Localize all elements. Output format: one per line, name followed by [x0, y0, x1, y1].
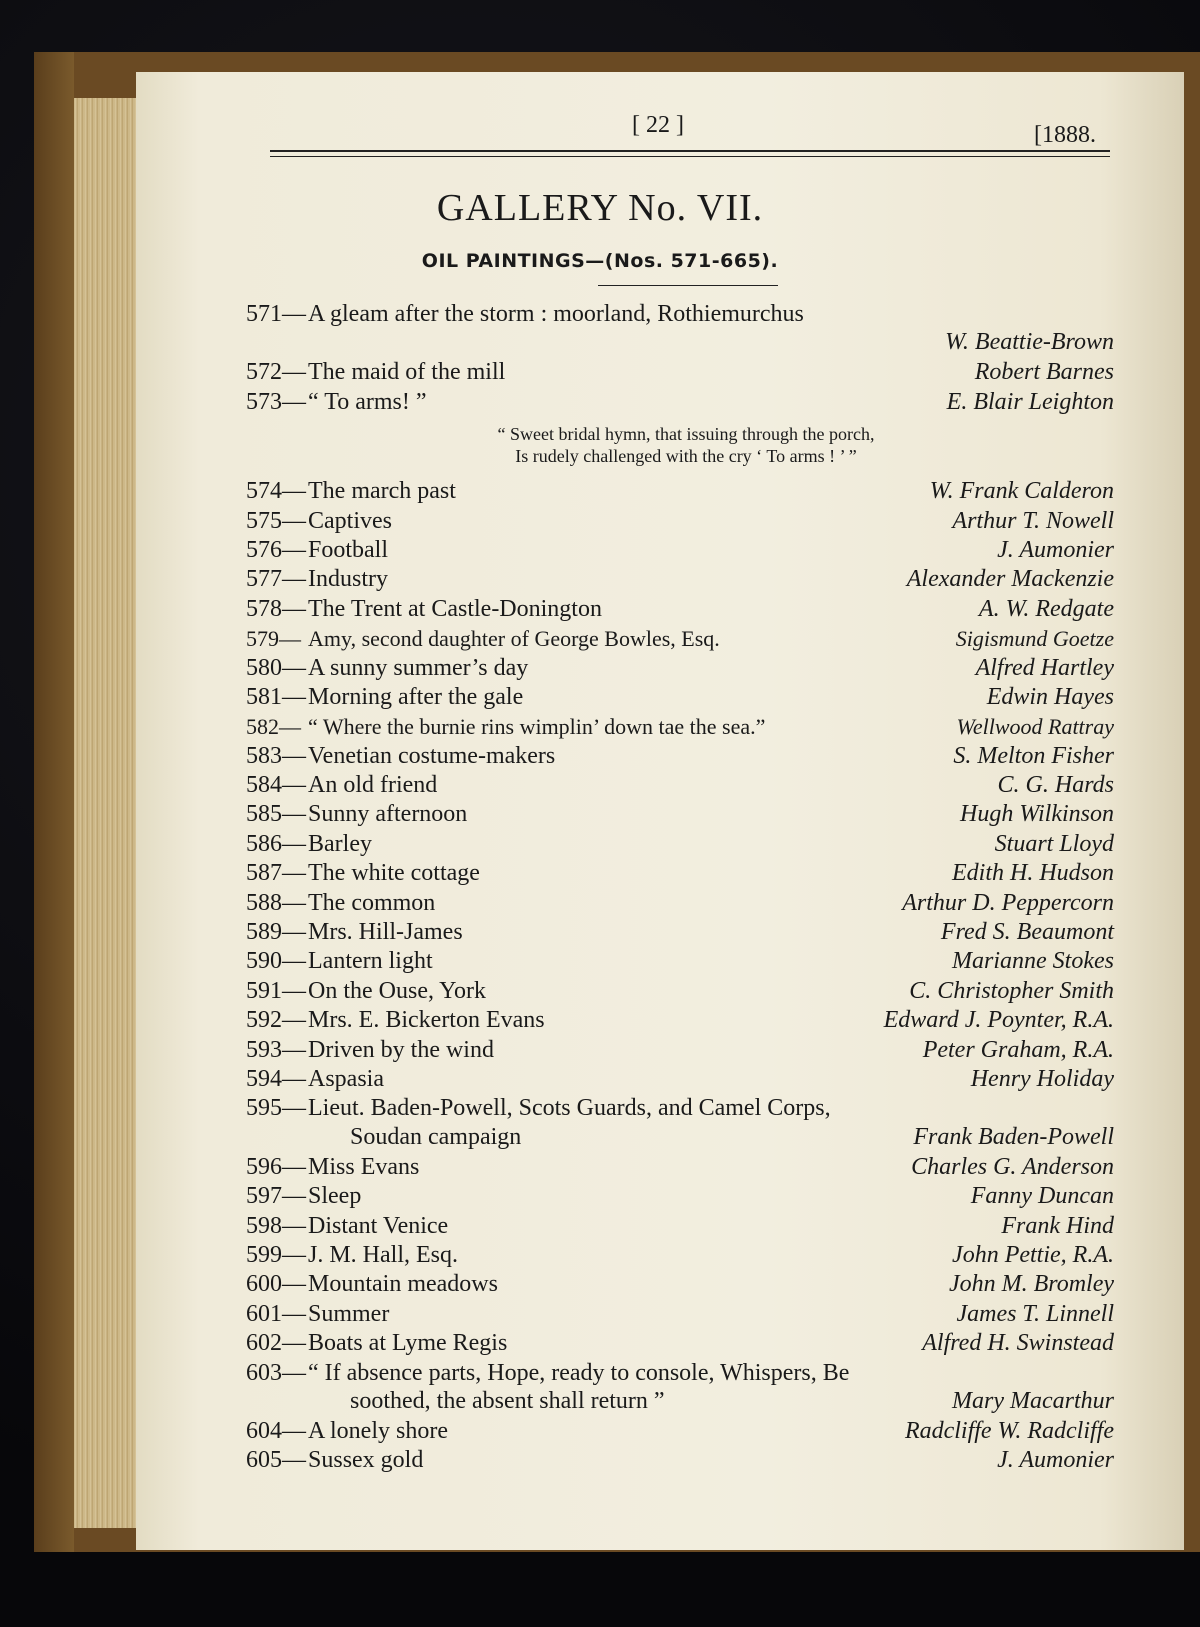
entry-title: A sunny summer’s day — [308, 654, 529, 681]
entry-artist: W. Frank Calderon — [929, 478, 1114, 505]
catalogue-list — [246, 300, 1114, 1476]
entry-number: 587— — [246, 860, 306, 887]
entry-artist: A. W. Redgate — [978, 595, 1114, 622]
entry-artist: Arthur D. Peppercorn — [902, 889, 1114, 916]
entry-number: 591— — [246, 977, 306, 1004]
catalogue-entry — [246, 1329, 1114, 1358]
entry-title: Mountain meadows — [308, 1271, 498, 1298]
catalogue-entry — [246, 1006, 1114, 1035]
entry-title: The Trent at Castle-Donington — [308, 595, 602, 622]
entry-number: 575— — [246, 507, 306, 534]
entry-number: 571— — [246, 301, 306, 327]
entry-number: 594— — [246, 1065, 306, 1092]
entry-artist: Wellwood Rattray — [956, 714, 1114, 740]
catalogue-entry — [246, 1241, 1114, 1270]
entry-number: 603— — [246, 1359, 306, 1386]
entry-number: 605— — [246, 1447, 306, 1474]
entry-title: J. M. Hall, Esq. — [308, 1241, 458, 1268]
entry-artist: John M. Bromley — [948, 1271, 1114, 1298]
year-label: [1888. — [1034, 122, 1096, 148]
entry-title: The white cottage — [308, 860, 480, 887]
catalogue-entry — [246, 300, 1114, 329]
entry-artist: James T. Linnell — [956, 1300, 1114, 1327]
entry-artist: Fanny Duncan — [970, 1183, 1114, 1210]
entry-number: 602— — [246, 1330, 306, 1357]
entry-artist: C. Christopher Smith — [909, 977, 1114, 1004]
entry-title: Football — [308, 536, 389, 563]
entry-artist: Edwin Hayes — [986, 683, 1114, 710]
catalogue-entry — [246, 1359, 1114, 1388]
entry-number: 586— — [246, 830, 306, 857]
entry-artist: C. G. Hards — [997, 772, 1114, 799]
catalogue-entry — [246, 624, 1114, 653]
entry-artist: E. Blair Leighton — [946, 388, 1114, 415]
entry-artist: John Pettie, R.A. — [952, 1241, 1114, 1268]
entry-title: Lieut. Baden-Powell, Scots Guards, and Camel Corps, — [308, 1095, 831, 1122]
entry-title: “ Where the burnie rins wimplin’ down tae the sea.” — [308, 714, 766, 740]
entry-artist: Henry Holiday — [970, 1065, 1114, 1092]
entry-artist: J. Aumonier — [997, 1447, 1114, 1474]
entry-number: 597— — [246, 1183, 306, 1210]
entry-title: Sussex gold — [308, 1447, 424, 1474]
entry-title: “ To arms! ” — [308, 388, 427, 415]
catalogue-entry — [246, 1036, 1114, 1065]
catalogue-entry — [246, 742, 1114, 771]
entry-title: Captives — [308, 507, 392, 534]
entry-number: 604— — [246, 1417, 306, 1444]
entry-number: 572— — [246, 359, 306, 386]
catalogue-entry — [246, 388, 1114, 417]
catalogue-entry — [246, 977, 1114, 1006]
entry-quote: “ Sweet bridal hymn, that issuing through the porch, Is rudely challenged with the cry ‘ To arms ! ’ ” — [497, 424, 875, 467]
catalogue-entry — [246, 889, 1114, 918]
header-rule — [270, 150, 1110, 152]
entry-title: Distant Venice — [308, 1212, 449, 1239]
entry-title-continuation: Soudan campaign Frank Baden-Powell — [350, 1123, 1114, 1150]
catalogue-entry — [246, 1300, 1114, 1329]
catalogue-entry — [246, 595, 1114, 624]
catalogue-entry — [246, 712, 1114, 741]
entry-title: Driven by the wind — [308, 1036, 494, 1063]
catalogue-entry — [246, 947, 1114, 976]
catalogue-entry — [246, 830, 1114, 859]
entry-number: 574— — [246, 478, 306, 505]
entry-title: Barley — [308, 830, 372, 857]
entry-title: The common — [308, 889, 436, 916]
page-number: [ 22 ] — [632, 112, 684, 138]
entry-artist: Mary Macarthur — [952, 1387, 1114, 1414]
entry-title: A lonely shore — [308, 1417, 448, 1444]
entry-number: 577— — [246, 566, 306, 593]
catalogue-entry — [246, 565, 1114, 594]
entry-number: 590— — [246, 948, 306, 975]
catalogue-entry — [246, 1094, 1114, 1123]
entry-artist: Stuart Lloyd — [994, 830, 1114, 857]
entry-artist: Marianne Stokes — [952, 948, 1114, 975]
entry-number: 592— — [246, 1007, 306, 1034]
entry-title: Lantern light — [308, 948, 433, 975]
entry-artist: Radcliffe W. Radcliffe — [904, 1417, 1114, 1444]
entry-artist: Edward J. Poynter, R.A. — [883, 1007, 1114, 1034]
entry-title: Morning after the gale — [308, 683, 524, 710]
entry-number: 573— — [246, 388, 306, 415]
entry-number: 581— — [246, 683, 306, 710]
entry-artist: Hugh Wilkinson — [960, 801, 1114, 828]
catalogue-entry — [246, 1065, 1114, 1094]
catalogue-entry — [246, 1153, 1114, 1182]
entry-title: A gleam after the storm : moorland, Rothiemurchus — [308, 301, 804, 327]
catalogue-entry — [246, 918, 1114, 947]
catalogue-entry — [246, 771, 1114, 800]
header-rule-thin — [270, 156, 1110, 157]
entry-artist: Peter Graham, R.A. — [922, 1036, 1114, 1063]
entry-title: Venetian costume-makers — [308, 742, 556, 769]
entry-title: Miss Evans — [308, 1153, 420, 1180]
entry-number: 593— — [246, 1036, 306, 1063]
entry-artist: Alfred H. Swinstead — [922, 1330, 1114, 1357]
entry-title-continuation: soothed, the absent shall return ” Mary Macarthur — [350, 1387, 1114, 1414]
entry-title: Mrs. E. Bickerton Evans — [308, 1007, 545, 1034]
catalogue-entry — [246, 1417, 1114, 1446]
entry-number: 600— — [246, 1271, 306, 1298]
entry-title: On the Ouse, York — [308, 977, 487, 1004]
entry-title: Industry — [308, 566, 388, 593]
entry-artist: Charles G. Anderson — [911, 1153, 1114, 1180]
section-rule — [598, 285, 778, 286]
entry-artist: Arthur T. Nowell — [952, 507, 1114, 534]
entry-artist: J. Aumonier — [997, 536, 1114, 563]
entry-number: 578— — [246, 595, 306, 622]
entry-number: 580— — [246, 654, 306, 681]
entry-number: 582— — [246, 714, 301, 740]
entry-number: 585— — [246, 801, 306, 828]
entry-title: Mrs. Hill-James — [308, 919, 463, 946]
entry-title: The maid of the mill — [308, 359, 506, 386]
entry-artist: Alexander Mackenzie — [906, 566, 1114, 593]
entry-number: 589— — [246, 919, 306, 946]
catalogue-entry — [246, 1270, 1114, 1299]
entry-number: 583— — [246, 742, 306, 769]
entry-number: 601— — [246, 1300, 306, 1327]
entry-number: 579— — [246, 626, 301, 652]
catalogue-entry — [246, 654, 1114, 683]
entry-title: The march past — [308, 478, 456, 505]
catalogue-entry — [246, 1212, 1114, 1241]
catalogue-entry — [246, 1446, 1114, 1475]
entry-number: 584— — [246, 772, 306, 799]
entry-number: 599— — [246, 1241, 306, 1268]
entry-number: 576— — [246, 536, 306, 563]
entry-title: Aspasia — [308, 1065, 384, 1092]
entry-title: An old friend — [308, 772, 438, 799]
entry-artist: Edith H. Hudson — [952, 860, 1114, 887]
entry-artist: Frank Hind — [1001, 1212, 1114, 1239]
entry-artist: Frank Baden-Powell — [913, 1123, 1114, 1150]
entry-number: 588— — [246, 889, 306, 916]
entry-artist: Sigismund Goetze — [955, 626, 1114, 652]
entry-title: Sleep — [308, 1183, 362, 1210]
catalogue-entry — [246, 800, 1114, 829]
catalogue-entry — [246, 358, 1114, 387]
entry-number: 595— — [246, 1095, 306, 1122]
catalogue-entry — [246, 859, 1114, 888]
entry-artist: W. Beattie-Brown — [945, 329, 1114, 356]
entry-number: 596— — [246, 1153, 306, 1180]
entry-title: “ If absence parts, Hope, ready to console, Whispers, Be — [308, 1359, 850, 1386]
entry-title: Boats at Lyme Regis — [308, 1330, 508, 1357]
entry-title: Summer — [308, 1300, 390, 1327]
section-title: OIL PAINTINGS—(Nos. 571-665). — [421, 250, 779, 272]
catalogue-entry — [246, 1182, 1114, 1211]
catalogue-entry — [246, 507, 1114, 536]
gallery-title: GALLERY No. VII. — [436, 187, 764, 229]
catalogue-entry — [246, 477, 1114, 506]
running-head — [0, 112, 1200, 148]
entry-title: Amy, second daughter of George Bowles, Esq. — [308, 626, 720, 652]
entry-title: Sunny afternoon — [308, 801, 468, 828]
catalogue-entry — [246, 683, 1114, 712]
entry-number: 598— — [246, 1212, 306, 1239]
entry-artist: S. Melton Fisher — [953, 742, 1114, 769]
entry-artist: Fred S. Beaumont — [940, 919, 1114, 946]
entry-artist: Robert Barnes — [974, 359, 1114, 386]
entry-artist: Alfred Hartley — [975, 654, 1114, 681]
catalogue-entry — [246, 536, 1114, 565]
